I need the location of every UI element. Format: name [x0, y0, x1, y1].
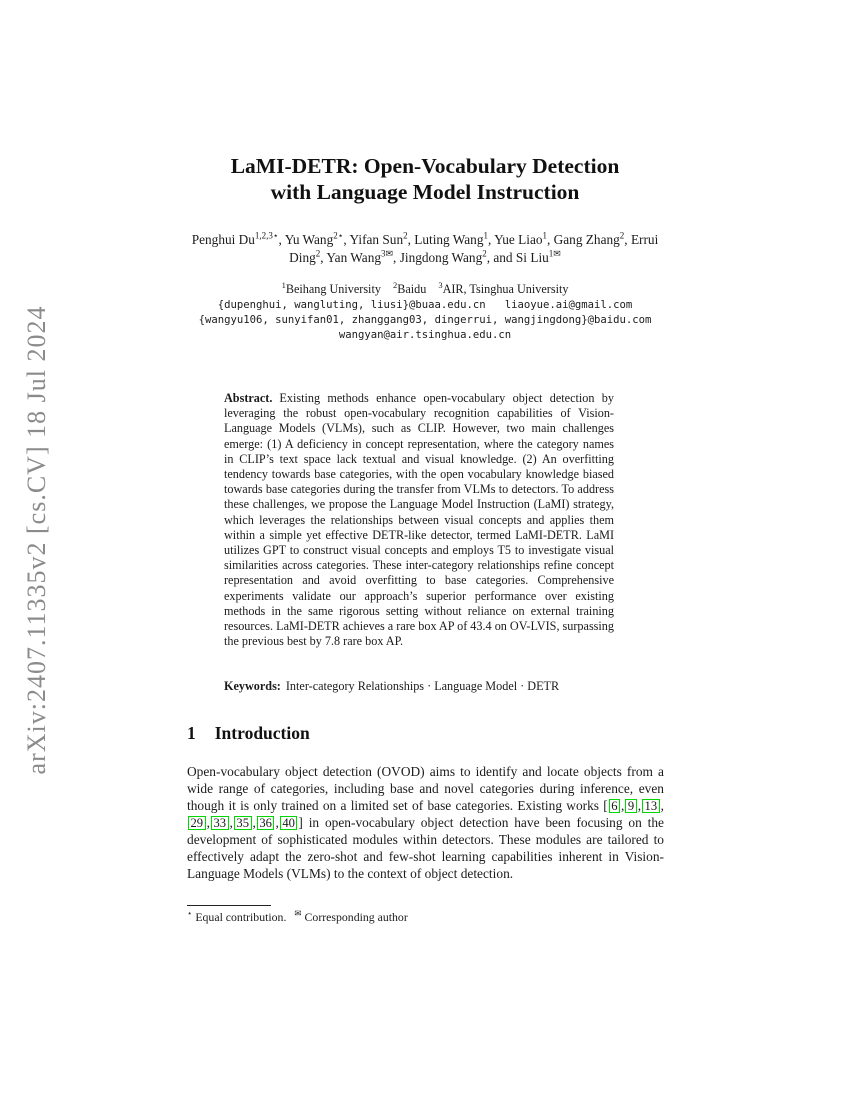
- author: [494, 232, 554, 247]
- abstract-label: Abstract.: [224, 391, 273, 405]
- author: [192, 232, 285, 247]
- paper-title: [0, 154, 850, 206]
- author-name: Penghui Du: [191, 232, 255, 247]
- author-name: Si Liu: [515, 250, 549, 266]
- affiliation: [392, 279, 427, 296]
- author: [350, 232, 415, 247]
- citation-link[interactable]: 36: [257, 816, 275, 830]
- footnote-item: [294, 910, 407, 924]
- citation-separator: ,: [229, 815, 233, 830]
- paper-title-line1: LaMI-DETR: Open-Vocabulary Detection: [230, 154, 620, 178]
- arxiv-watermark: arXiv:2407.11335v2 [cs.CV] 18 Jul 2024: [22, 305, 51, 775]
- author-name: Yu Wang: [284, 232, 334, 247]
- abstract: [224, 391, 614, 649]
- author-affiliation-marker: 2⋆: [333, 230, 344, 241]
- author-affiliation-marker: 3✉: [381, 248, 394, 259]
- intro-text-part2: ] in open-vocabulary object detection have been focusing on the development of sophisticated modules within detectors. These modules are tailored to effectively adapt the zero-shot and few-shot learning capabilities inherent in Vision-Language Models (VLMs) to the context of object detection.: [187, 815, 664, 881]
- citation-link[interactable]: 40: [280, 816, 298, 830]
- author-affiliation-marker: 1✉: [548, 248, 561, 259]
- author-name: Jingdong Wang: [399, 250, 483, 266]
- keywords-label: Keywords:: [224, 679, 281, 693]
- footnote-rule: [187, 905, 271, 906]
- footnote: [187, 910, 664, 925]
- author: [285, 232, 350, 247]
- author-affiliation-marker: 1,2,3⋆: [254, 230, 279, 241]
- affiliation-name: Beihang University: [285, 282, 381, 296]
- author-affiliation-marker: 1: [542, 230, 548, 241]
- paper-title-line2: with Language Model Instruction: [270, 179, 580, 204]
- citation-link[interactable]: 29: [188, 816, 206, 830]
- author-separator: ,: [487, 232, 495, 247]
- author-list: [185, 231, 665, 268]
- affiliation: [438, 279, 569, 296]
- email-line: {dupenghui, wangluting, liusi}@buaa.edu.cn liaoyue.ai@gmail.com: [217, 299, 633, 311]
- author: [326, 250, 399, 265]
- author-separator: , and: [486, 250, 516, 266]
- abstract-text: Existing methods enhance open-vocabulary object detection by leveraging the robust open-vocabulary recognition capabilities of Vision-Language Models (VLMs), such as CLIP. However, two main challenges emerge: (1) A deficiency in concept representation, where the category names in CLIP’s text space lack textual and visual knowledge. (2) An overfitting tendency towards base categories, with the open vocabulary knowledge biased towards base categories during the transfer from VLMs to detectors. To address these challenges, we propose the Language Model Instruction (LaMI) strategy, which leverages the relationships between visual concepts and applies them within a simple yet effective DETR-like detector, termed LaMI-DETR. LaMI utilizes GPT to construct visual concepts and employs T5 to investigate visual similarities across categories. These inter-category relationships refine concept representation and avoid overfitting to base categories. Comprehensive experiments validate our approach’s superior performance over existing methods in the same rigorous setting without reliance on external training resources. LaMI-DETR achieves a rare box AP of 43.4 on OV-LVIS, surpassing the previous best by 7.8 rare box AP.: [224, 391, 614, 649]
- citation-separator: ,: [660, 798, 664, 813]
- email-line: wangyan@air.tsinghua.edu.cn: [338, 329, 512, 342]
- author-separator: ,: [407, 232, 415, 247]
- author: [516, 250, 561, 265]
- author-name: Yue Liao: [494, 232, 543, 247]
- citation-link[interactable]: 9: [625, 799, 636, 813]
- author-separator: ,: [393, 250, 400, 266]
- citation-link[interactable]: 33: [211, 816, 229, 830]
- author-separator: ,: [547, 232, 554, 247]
- citation-separator: ,: [621, 798, 625, 813]
- citation-link[interactable]: 6: [609, 799, 620, 813]
- section-title: Introduction: [214, 723, 310, 743]
- footnote-item: [187, 910, 286, 924]
- author-affiliation-marker: 2: [482, 248, 487, 259]
- author-affiliation-marker: 2: [403, 230, 408, 241]
- citation-separator: ,: [637, 798, 642, 813]
- author-separator: ,: [343, 232, 350, 247]
- affiliation-marker: 2: [392, 279, 398, 290]
- author-name: Gang Zhang: [553, 232, 620, 247]
- author: [414, 232, 494, 247]
- author-name: Errui Ding: [289, 232, 659, 266]
- affiliation: [281, 279, 381, 296]
- email-line: {wangyu106, sunyifan01, zhanggang03, dingerrui, wangjingdong}@baidu.com: [198, 314, 652, 327]
- keywords: [224, 679, 614, 694]
- author-separator: ,: [320, 250, 327, 266]
- affiliation-name: Baidu: [397, 282, 427, 296]
- author-emails: [95, 298, 755, 344]
- author-separator: ,: [624, 232, 631, 247]
- section-heading: [187, 723, 310, 744]
- affiliation-line: [95, 279, 755, 297]
- corresponding-author-marker: ✉: [294, 908, 302, 919]
- author: [554, 232, 631, 247]
- author-affiliation-marker: 1: [483, 230, 488, 241]
- author: [400, 250, 516, 265]
- author-affiliation-marker: 2: [315, 248, 321, 259]
- citation-separator: ,: [206, 815, 210, 830]
- author-affiliation-marker: 2: [619, 230, 625, 241]
- affiliation-marker: 1: [281, 279, 286, 290]
- author-name: Yifan Sun: [349, 232, 404, 247]
- equal-contribution-marker: ⋆: [187, 908, 193, 919]
- author-separator: ,: [278, 232, 285, 247]
- citation-separator: ,: [252, 815, 256, 830]
- author-name: Luting Wang: [414, 232, 484, 247]
- intro-text-part1: Open-vocabulary object detection (OVOD) aims to identify and locate objects from a wide range of categories, including base and novel categories during inference, even though it is only trained on a limited set of base categories. Existing works [: [187, 764, 664, 813]
- intro-paragraph: [187, 763, 664, 882]
- citation-link[interactable]: 13: [642, 799, 660, 813]
- footnote-text: Equal contribution.: [195, 910, 287, 924]
- footnote-text: Corresponding author: [304, 910, 408, 924]
- citation-link[interactable]: 35: [234, 816, 252, 830]
- keywords-text: Inter-category Relationships · Language Model · DETR: [285, 679, 560, 693]
- affiliation-marker: 3: [438, 279, 443, 290]
- section-number: 1: [187, 723, 196, 743]
- author-name: Yan Wang: [326, 250, 381, 266]
- citation-separator: ,: [275, 815, 279, 830]
- affiliation-name: AIR, Tsinghua University: [442, 282, 569, 296]
